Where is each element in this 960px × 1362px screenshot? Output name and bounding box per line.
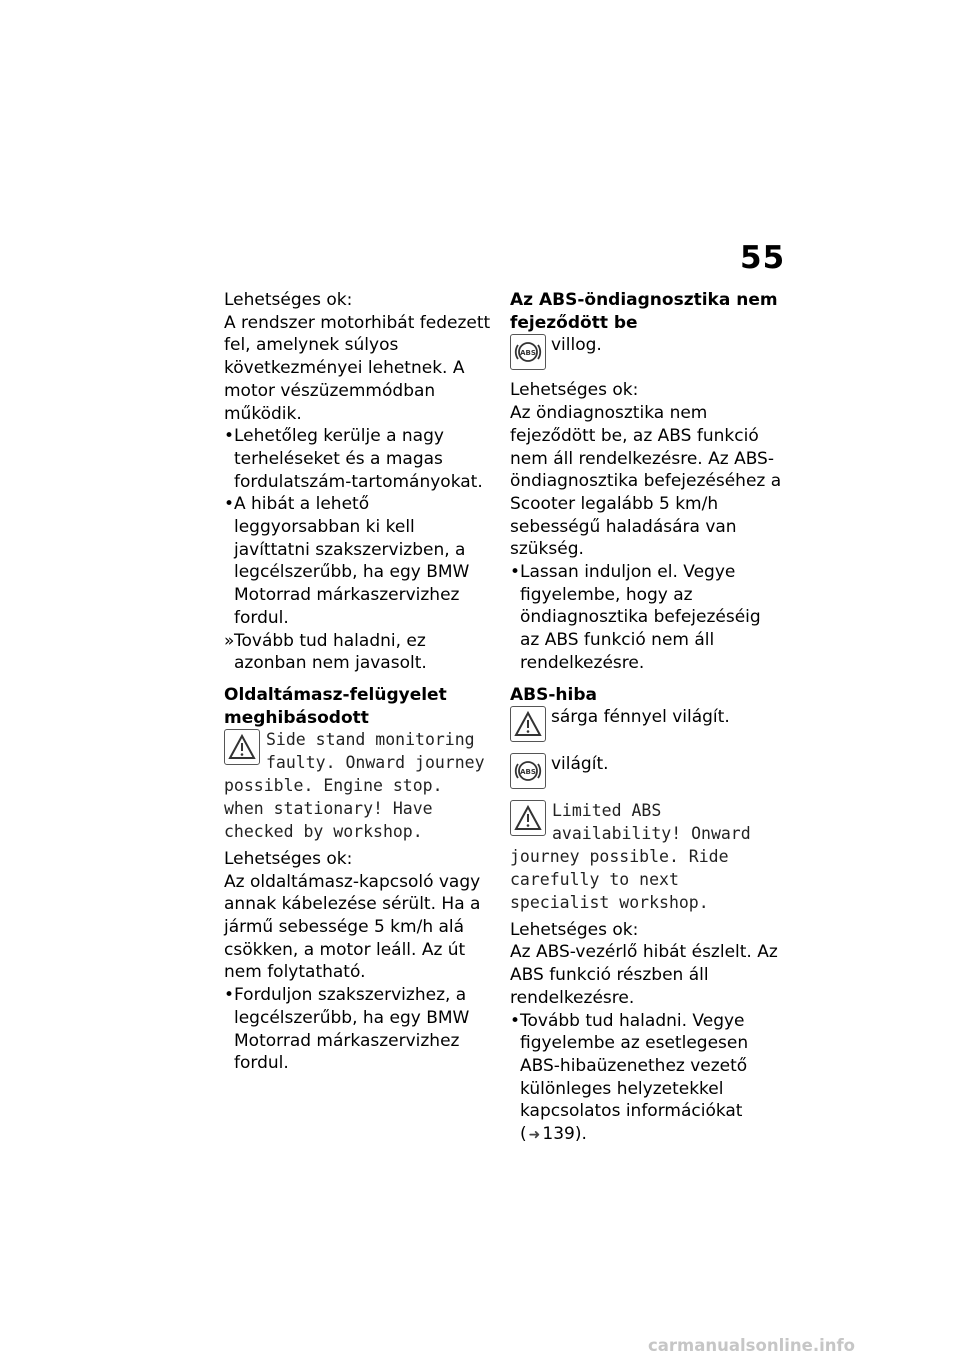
icon-status-text: sárga fénnyel világít. <box>551 707 730 728</box>
list-item: • Forduljon szakszervizhez, a legcélszerűbb, ha egy BMW Motorrad márkaszervizhez fordul. <box>224 985 470 1074</box>
left-column <box>224 289 492 1075</box>
display-message: Side stand monitoring faulty. Onward journey possible. Engine stop. when stationary! Have checked by workshop. <box>224 730 485 841</box>
bullet-list <box>224 984 492 1075</box>
watermark-brand: carmanualsonline.info <box>648 1336 855 1355</box>
warning-triangle-icon <box>510 800 546 836</box>
right-column <box>510 289 782 1147</box>
svg-text:ABS: ABS <box>520 349 536 358</box>
abs-icon <box>510 334 546 370</box>
cause-text: Az oldaltámasz-kapcsoló vagy annak kábelezése sérült. Ha a jármű sebessége 5 km/h alá csökken, a motor leáll. Az út nem folytatható. <box>224 871 481 983</box>
cause-text: Az ABS-vezérlő hibát észlelt. Az ABS funkció részben áll rendelkezésre. <box>510 942 778 1008</box>
cause-label: Lehetséges ok: <box>510 380 639 401</box>
warning-triangle-icon <box>510 706 546 742</box>
cause-label: Lehetséges ok: <box>510 919 639 940</box>
icon-status-text: villog. <box>551 335 602 356</box>
page-number: 55 <box>740 240 786 276</box>
svg-text:ABS: ABS <box>520 768 536 777</box>
bullet-list <box>510 561 782 675</box>
list-item: • Tovább tud haladni. Vegye figyelembe az esetlegesen ABS-hibaüzenethez vezető különleges helyzetekkel kapcsolatos információkat ( ➜ 139). <box>510 1010 749 1145</box>
section-heading: Az ABS-öndiagnosztika nem fejeződött be <box>510 290 778 333</box>
bullet-list <box>510 1010 782 1147</box>
warning-triangle-icon <box>224 729 260 765</box>
bullet-list <box>224 425 492 675</box>
icon-status-text: világít. <box>551 754 609 775</box>
page-reference-link[interactable]: 139 <box>542 1124 575 1145</box>
cause-text: Az öndiagnosztika nem fejeződött be, az ABS funkció nem áll rendelkezésre. Az ABS-öndiagnosztika befejezéséhez a Scooter legalább 5 km/h sebességű haladására van szükség. <box>510 403 782 560</box>
list-item: • A hibát a lehető leggyorsabban ki kell javíttatni szakszervizben, a legcélszerűbb, ha egy BMW Motorrad márkaszervizhez fordul. <box>224 494 470 628</box>
arrow-right-icon: ➜ <box>528 1127 541 1144</box>
list-item: • Lassan induljon el. Vegye figyelembe, hogy az öndiagnosztika befejezéséig az ABS funkció nem áll rendelkezésre. <box>510 562 761 673</box>
list-item: » Tovább tud haladni, ez azonban nem javasolt. <box>224 630 427 674</box>
section-heading: Oldaltámasz-felügyelet meghibásodott <box>224 684 447 728</box>
cause-label: Lehetséges ok: <box>224 848 353 869</box>
display-message: Limited ABS availability! Onward journey possible. Ride carefully to next specialist workshop. <box>510 801 751 912</box>
section-heading: ABS-hiba <box>510 684 597 705</box>
abs-icon <box>510 753 546 789</box>
list-item: • Lehetőleg kerülje a nagy terheléseket és a magas fordulatszám-tartományokat. <box>224 426 483 492</box>
cause-text: A rendszer motorhibát fedezett fel, amelynek súlyos következményei lehetnek. A motor vészüzemmódban működik. <box>224 312 491 424</box>
cause-label: Lehetséges ok: <box>224 290 353 310</box>
